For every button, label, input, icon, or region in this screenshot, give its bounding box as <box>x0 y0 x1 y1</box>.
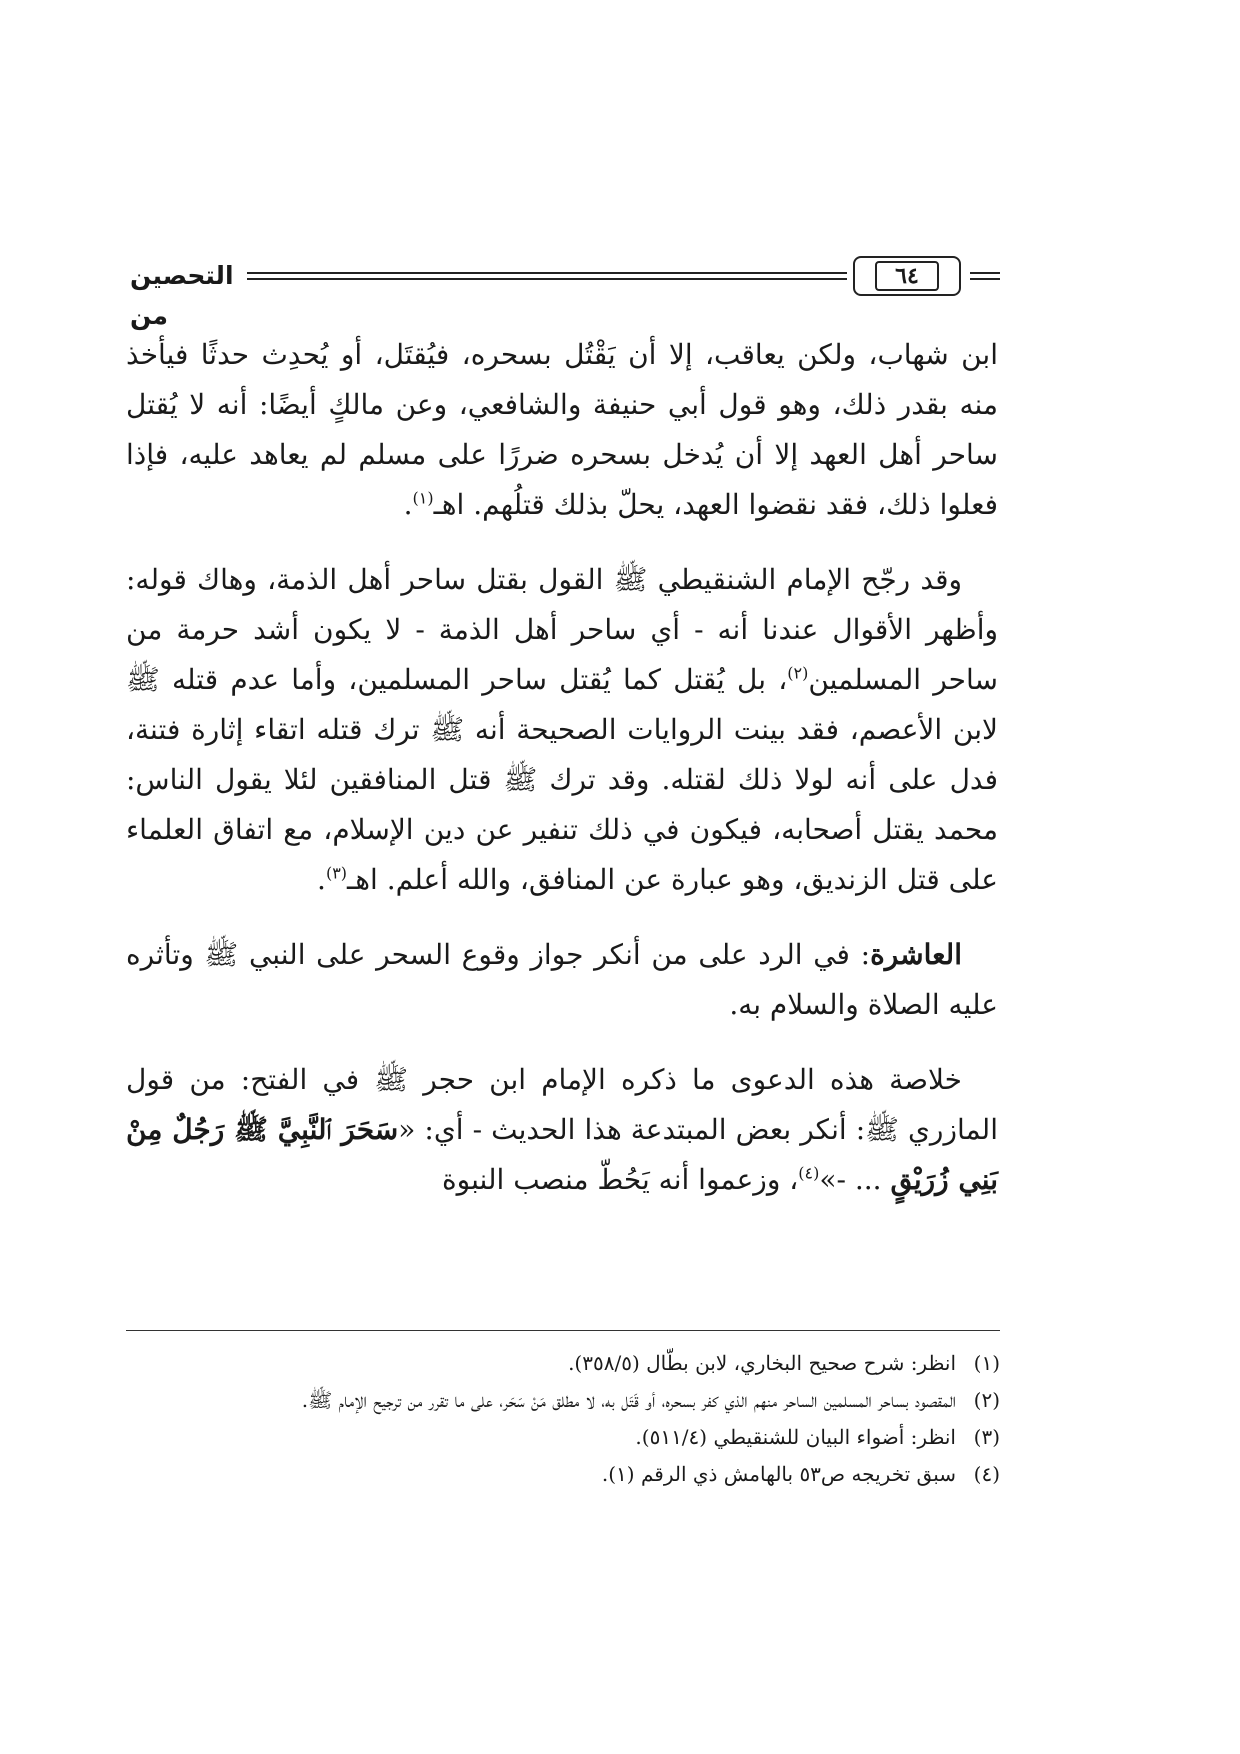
paragraph-2-text-b: ، بل يُقتل كما يُقتل ساحر المسلمين، وأما عدم قتله ﷺ لابن الأعصم، فقد بينت الروايات الصحيحة أنه ﷺ ترك قتله اتقاء إثارة فتنة، فدل على أنه لولا ذلك لقتله. وقد ترك ﷺ قتل المنافقين لئلا يقول الناس: محمد يقتل أصحابه، فيكون في ذلك تنفير عن دين الإسلام، مع اتفاق العلماء على قتل الزنديق، وهو عبارة عن المنافق، والله أعلم. اهـ <box>126 663 998 896</box>
footnote-ref-3[interactable]: (٣) <box>325 863 348 883</box>
header-double-rule-left <box>247 272 847 280</box>
paragraph-2 <box>126 555 998 905</box>
footnote-2 <box>126 1382 1000 1419</box>
hadith-quote: سَحَرَ ٱلنَّبِيَّ ﷺ رَجُلٌ مِنْ بَنِي زُرَيْقٍ <box>126 1113 998 1196</box>
footnote-1 <box>126 1345 1000 1382</box>
footnote-number: (١) <box>973 1351 1000 1375</box>
footnote-ref-2[interactable]: (٢) <box>787 663 809 683</box>
footnotes <box>126 1345 1000 1493</box>
paragraph-4-text-a: خلاصة هذه الدعوى ما ذكره الإمام ابن حجر ﷺ في الفتح: من قول المازري ﷺ: أنكر بعض المبتدعة هذا الحديث - أي: « <box>126 1063 998 1146</box>
footnote-separator <box>126 1330 1000 1331</box>
header-double-rule-right <box>970 272 1000 280</box>
page-number: ٦٤ <box>875 261 939 291</box>
paragraph-1 <box>126 330 998 530</box>
footnote-text: المقصود بساحر المسلمين الساحر منهم الذي كفر بسحره، أو قَتَل به، لا مطلق مَنْ سَحَر، على ما تقرر من ترجيح الإمام ﷺ. <box>301 1388 956 1412</box>
footnote-number: (٢) <box>973 1388 1000 1412</box>
footnote-number: (٣) <box>973 1425 1000 1449</box>
footnote-ref-4[interactable]: (٤) <box>798 1163 820 1183</box>
footnote-text: سبق تخريجه ص٥٣ بالهامش ذي الرقم (١). <box>601 1462 956 1486</box>
paragraph-4 <box>126 1055 998 1205</box>
paragraph-1-text: ابن شهاب، ولكن يعاقب، إلا أن يَقْتُل بسحره، فيُقتَل، أو يُحدِث حدثًا فيأخذ منه بقدر ذلك، وهو قول أبي حنيفة والشافعي، وعن مالكٍ أيضًا: أنه لا يُقتل ساحر أهل العهد إلا أن يُدخل بسحره ضررًا على مسلم لم يعاهد عليه، فإذا فعلوا ذلك، فقد نقضوا العهد، يحلّ بذلك قتلُهم. اهـ <box>126 338 998 521</box>
running-title: التحصين من <box>130 261 234 330</box>
paragraph-3 <box>126 930 998 1030</box>
footnote-text: انظر: شرح صحيح البخاري، لابن بطّال (٣٥٨/٥). <box>568 1351 956 1375</box>
footnote-4 <box>126 1456 1000 1493</box>
paragraph-1-tail: . <box>403 488 413 521</box>
main-text <box>126 330 998 1230</box>
page-header <box>0 256 1240 330</box>
paragraph-4-text-b: ... -» <box>819 1163 891 1196</box>
paragraph-4-text-c: ، وزعموا أنه يَحُطّ منصب النبوة <box>441 1163 799 1196</box>
page-number-frame <box>853 256 961 296</box>
paragraph-2-tail: . <box>317 863 326 896</box>
section-heading: العاشرة <box>870 938 962 971</box>
footnote-number: (٤) <box>973 1462 1000 1486</box>
footnote-text: انظر: أضواء البيان للشنقيطي (٥١١/٤). <box>635 1425 956 1449</box>
footnote-3 <box>126 1419 1000 1456</box>
footnote-ref-1[interactable]: (١) <box>412 488 434 508</box>
paragraph-3-text: : في الرد على من أنكر جواز وقوع السحر على النبي ﷺ وتأثره عليه الصلاة والسلام به. <box>126 938 998 1021</box>
paragraph-2-text-a: وقد رجّح الإمام الشنقيطي ﷺ القول بقتل ساحر أهل الذمة، وهاك قوله: وأظهر الأقوال عندنا أنه - أي ساحر أهل الذمة - لا يكون أشد حرمة من ساحر المسلمين <box>126 563 998 696</box>
